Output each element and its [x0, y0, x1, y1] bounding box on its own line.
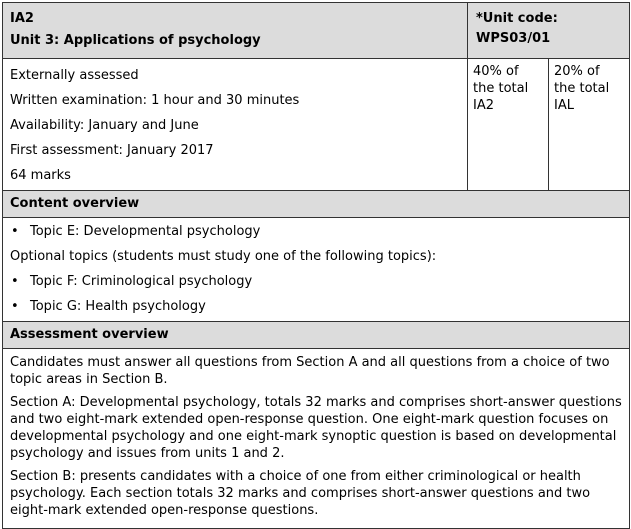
detail-line: Externally assessed [10, 68, 139, 83]
assessment-paragraph: Section B: presents candidates with a choice of one from either criminological or health psychology. Each section totals 32 marks and comprises short-answer questions and two eight-mark extended open-response questions. [10, 469, 591, 518]
unit-code: WPS03/01 [476, 31, 551, 46]
topic-g-item: • Topic G: Health psychology [10, 294, 622, 319]
unit-specification-table [2, 2, 630, 529]
unit-code-cell [468, 3, 630, 59]
unit-code-short: IA2 [10, 11, 34, 26]
assessment-details-cell [3, 59, 468, 191]
unit-code-label: *Unit code: [476, 11, 558, 26]
ia2-weighting-cell [468, 59, 549, 191]
content-overview-row [3, 218, 630, 322]
optional-topics-note: Optional topics (students must study one of the following topics): [10, 249, 437, 264]
ial-weighting-line: IAL [554, 98, 574, 113]
content-overview-heading: Content overview [3, 191, 630, 218]
details-row [3, 59, 630, 191]
topic-f-item: • Topic F: Criminological psychology [10, 269, 622, 294]
ial-weighting-cell [549, 59, 630, 191]
ial-weighting-line: 20% of [554, 64, 600, 79]
assessment-paragraph: Section A: Developmental psychology, totals 32 marks and comprises short-answer questions and two eight-mark extended open-response question. One eight-mark question focuses on developmental psychology and one eight-mark synoptic question is based on developmental psychology and issues from units 1 and 2. [10, 395, 622, 461]
unit-title: Unit 3: Applications of psychology [10, 33, 261, 48]
assessment-overview-cell [3, 349, 630, 529]
content-overview-title-row [3, 191, 630, 218]
detail-line: Availability: January and June [10, 118, 199, 133]
ial-weighting-line: the total [554, 81, 610, 96]
topic-e-item: • Topic E: Developmental psychology [10, 219, 622, 244]
detail-line: First assessment: January 2017 [10, 143, 214, 158]
assessment-overview-heading: Assessment overview [3, 322, 630, 349]
detail-line: Written examination: 1 hour and 30 minutes [10, 93, 300, 108]
ia2-weighting-line: the total [473, 81, 529, 96]
ia2-weighting-line: IA2 [473, 98, 494, 113]
detail-line: 64 marks [10, 168, 71, 183]
ia2-weighting-line: 40% of [473, 64, 519, 79]
unit-title-cell [3, 3, 468, 59]
content-overview-cell [3, 218, 630, 322]
header-row [3, 3, 630, 59]
assessment-overview-row [3, 349, 630, 529]
assessment-overview-title-row [3, 322, 630, 349]
assessment-paragraph: Candidates must answer all questions from Section A and all questions from a choice of two topic areas in Section B. [10, 355, 610, 387]
